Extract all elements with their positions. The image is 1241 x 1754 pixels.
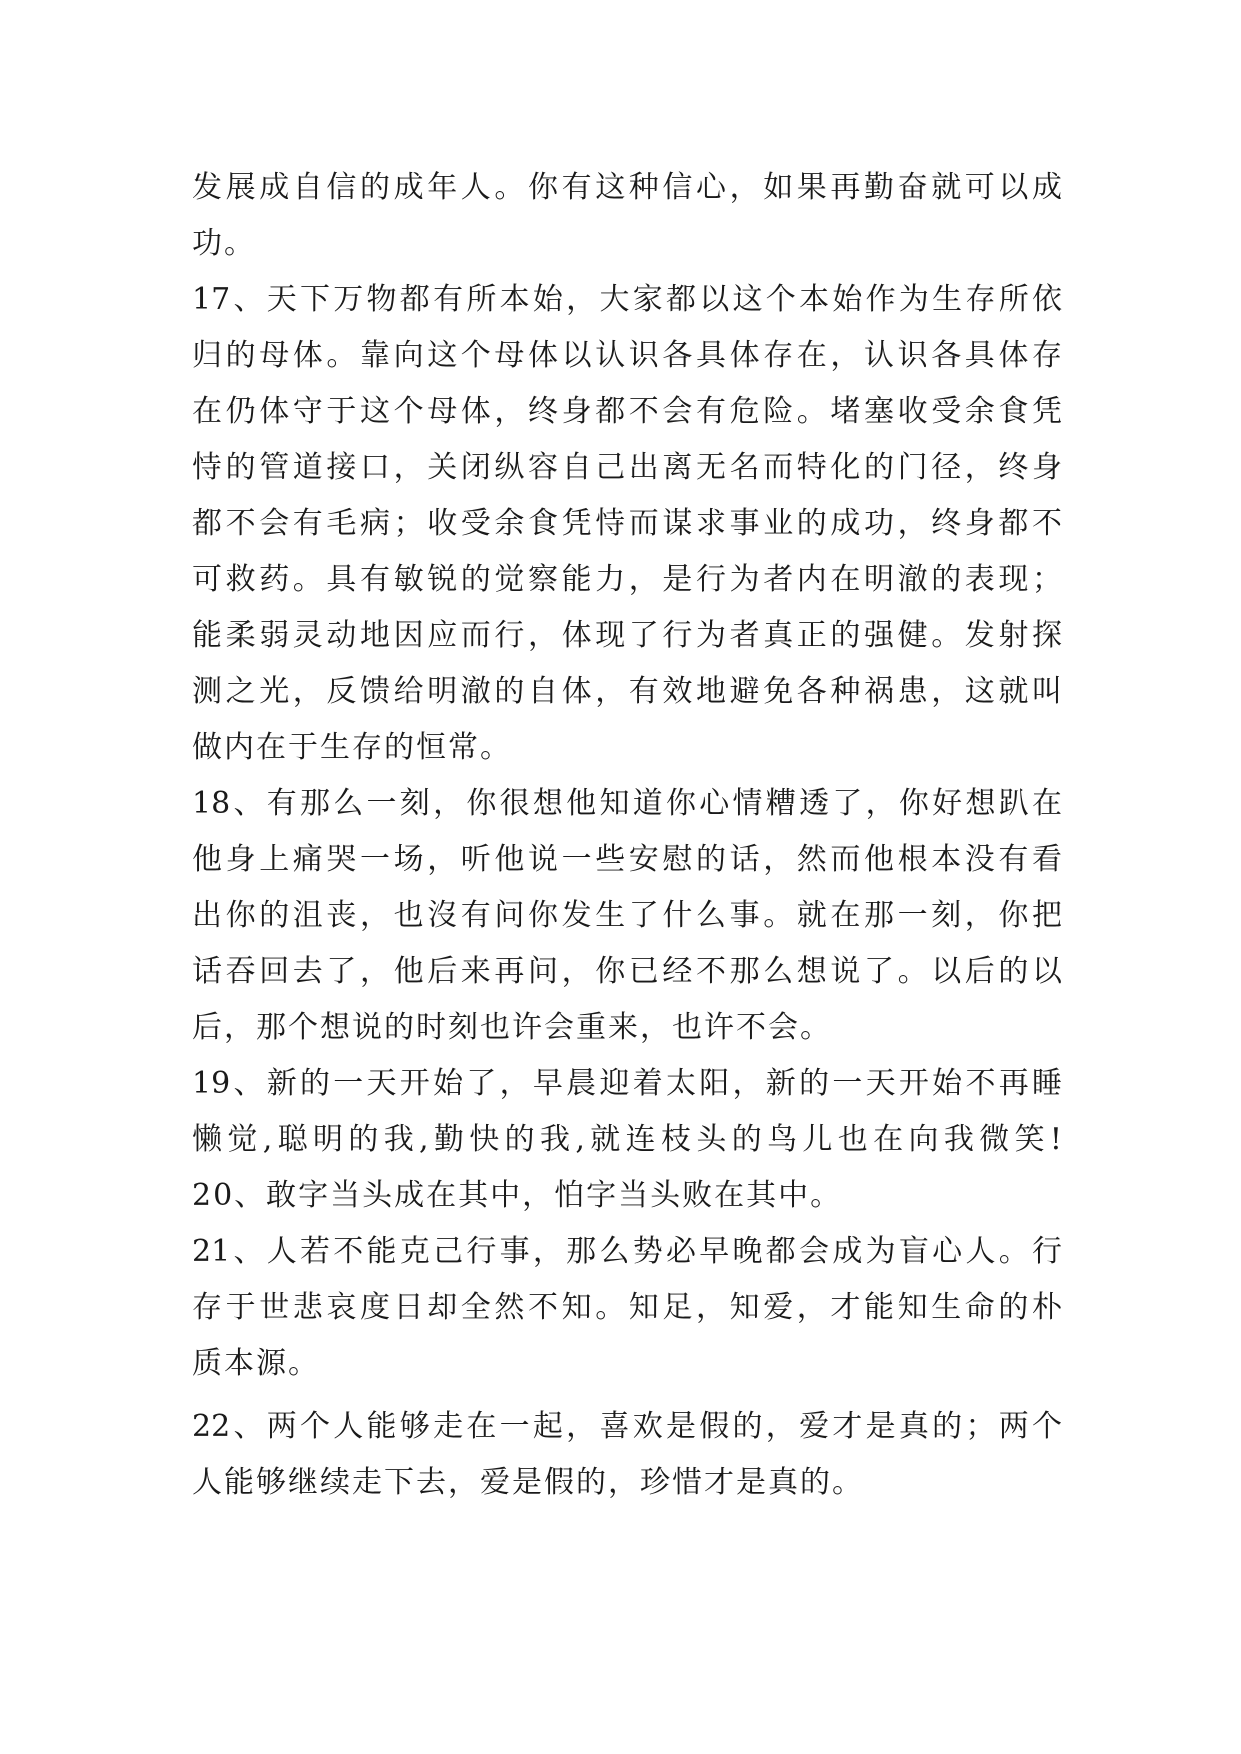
text-line: 能柔弱灵动地因应而行，体现了行为者真正的强健。发射探 xyxy=(192,618,1062,653)
text-line: 后，那个想说的时刻也许会重来，也许不会。 xyxy=(192,1010,832,1045)
text-line: 功。 xyxy=(192,226,256,261)
text-line: 他身上痛哭一场，听他说一些安慰的话，然而他根本没有看 xyxy=(192,842,1062,877)
text-line: 归的母体。靠向这个母体以认识各具体存在，认识各具体存 xyxy=(192,338,1062,373)
text-line: 做内在于生存的恒常。 xyxy=(192,730,512,765)
text-line: 恃的管道接口，关闭纵容自己出离无名而特化的门径，终身 xyxy=(192,450,1062,485)
text-line: 22、两个人能够走在一起，喜欢是假的，爱才是真的；两个 xyxy=(192,1409,1062,1444)
text-line: 出你的沮丧，也沒有问你发生了什么事。就在那一刻，你把 xyxy=(192,898,1062,933)
text-line: 存于世悲哀度日却全然不知。知足，知爱，才能知生命的朴 xyxy=(192,1290,1062,1325)
text-line: 在仍体守于这个母体，终身都不会有危险。堵塞收受余食凭 xyxy=(192,394,1062,429)
text-line: 懒觉,聪明的我,勤快的我,就连枝头的鸟儿也在向我微笑! xyxy=(192,1122,1062,1157)
text-line: 话吞回去了，他后来再问，你已经不那么想说了。以后的以 xyxy=(192,954,1062,989)
document-body xyxy=(192,160,1062,1511)
text-line: 20、敢字当头成在其中，怕字当头败在其中。 xyxy=(192,1178,843,1213)
text-line: 19、新的一天开始了，早晨迎着太阳，新的一天开始不再睡 xyxy=(192,1066,1062,1101)
text-line: 都不会有毛病；收受余食凭恃而谋求事业的成功，终身都不 xyxy=(192,506,1062,541)
text-line: 18、有那么一刻，你很想他知道你心情糟透了，你好想趴在 xyxy=(192,786,1062,821)
text-line: 测之光，反馈给明澈的自体，有效地避免各种祸患，这就叫 xyxy=(192,674,1062,709)
text-line: 可救药。具有敏锐的觉察能力，是行为者内在明澈的表现； xyxy=(192,562,1062,597)
text-line: 发展成自信的成年人。你有这种信心，如果再勤奋就可以成 xyxy=(192,170,1062,205)
text-line: 质本源。 xyxy=(192,1346,320,1381)
text-line: 21、人若不能克己行事，那么势必早晚都会成为盲心人。行 xyxy=(192,1234,1062,1269)
text-line: 人能够继续走下去，爱是假的，珍惜才是真的。 xyxy=(192,1465,864,1500)
text-line: 17、天下万物都有所本始，大家都以这个本始作为生存所依 xyxy=(192,282,1062,317)
